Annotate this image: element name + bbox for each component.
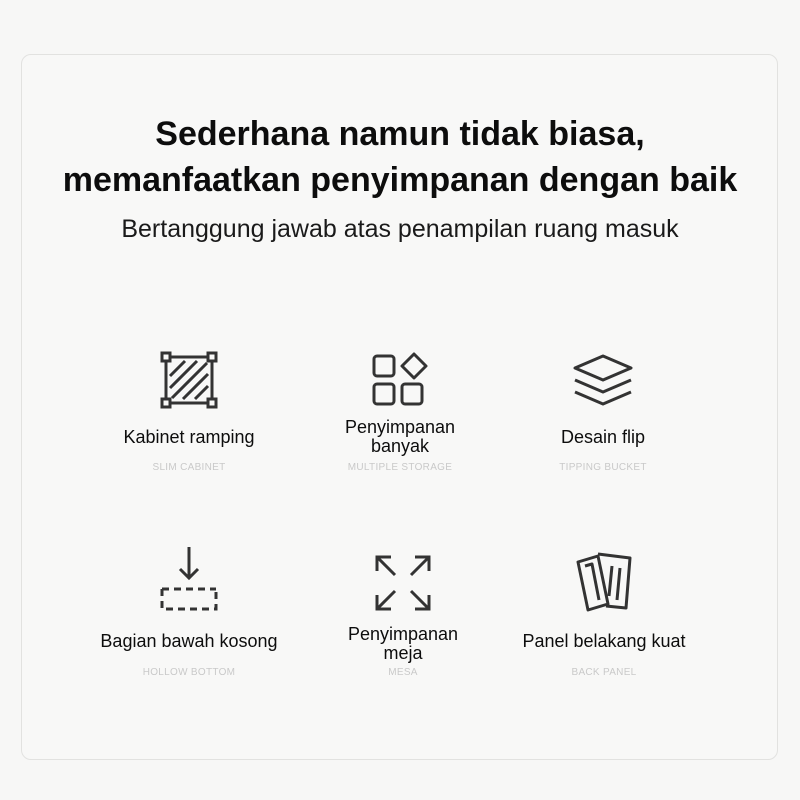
feature-label: Bagian bawah kosong [100,631,278,651]
feature-label: Penyimpanan meja [347,624,459,663]
layers-icon [503,350,703,414]
headline-line-2: memanfaatkan penyimpanan dengan baik [62,161,738,199]
expand-arrows-icon [303,553,503,617]
feature-label: Kabinet ramping [123,427,255,447]
feature-table-storage [303,553,503,685]
feature-flip-design [503,350,703,480]
feature-label: Penyimpanan banyak [344,417,456,456]
subheadline: Bertanggung jawab atas penampilan ruang masuk [121,215,679,243]
hollow-bottom-icon [89,545,289,609]
feature-label: Panel belakang kuat [522,631,686,651]
slim-cabinet-icon [89,350,289,414]
multiple-storage-icon [300,350,500,414]
headline-line-1: Sederhana namun tidak biasa, [155,115,645,153]
feature-sublabel: MULTIPLE STORAGE [347,462,453,473]
feature-slim-cabinet [89,350,289,480]
feature-sublabel: HOLLOW BOTTOM [142,667,236,678]
feature-multiple-storage [300,350,500,480]
feature-back-panel [504,550,704,685]
feature-sublabel: TIPPING BUCKET [559,462,647,473]
feature-sublabel: BACK PANEL [571,667,637,678]
feature-sublabel: MESA [388,667,418,678]
back-panel-icon [504,550,704,614]
feature-label: Desain flip [560,427,646,447]
feature-sublabel: SLIM CABINET [152,462,226,473]
feature-hollow-bottom [89,545,289,685]
